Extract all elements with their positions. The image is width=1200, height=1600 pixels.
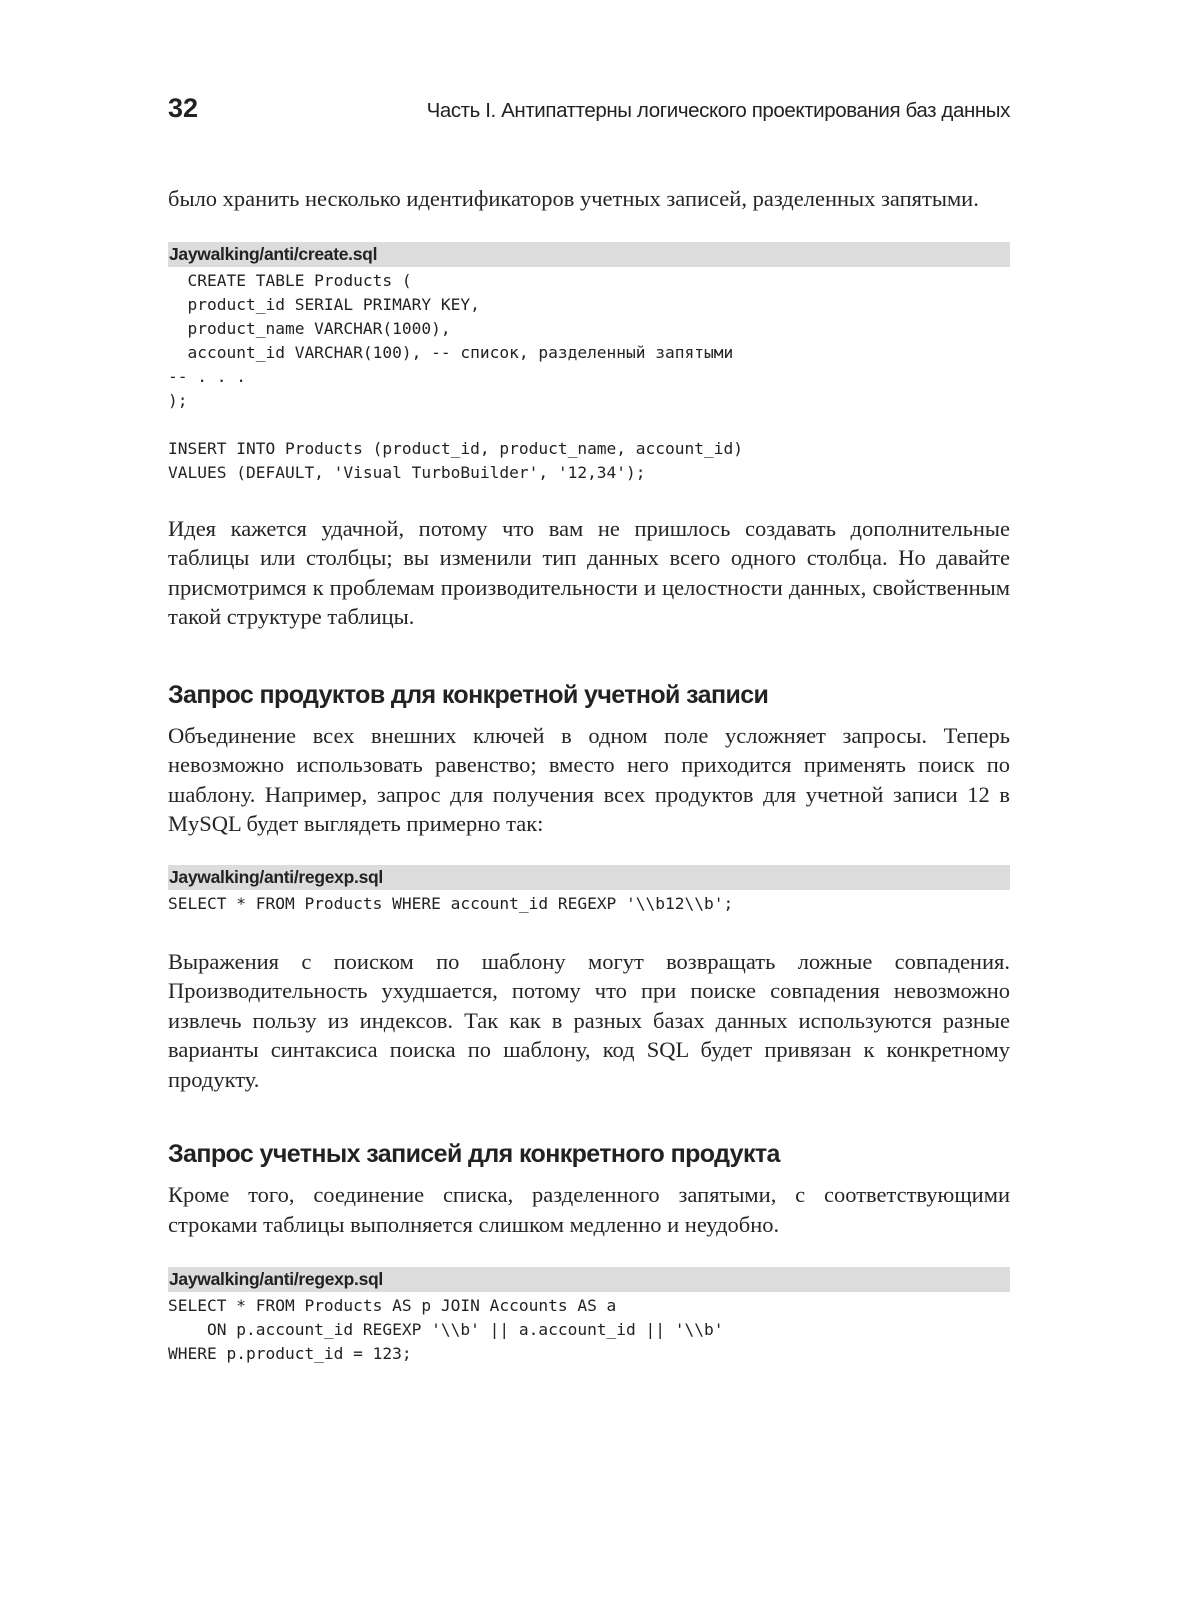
listing-title: Jaywalking/anti/regexp.sql (168, 1267, 1010, 1292)
section-heading-products-query: Запрос продуктов для конкретной учетной записи (168, 680, 769, 709)
listing-title: Jaywalking/anti/regexp.sql (168, 865, 1010, 890)
code-listing-join (168, 1267, 1010, 1366)
section-heading-accounts-query: Запрос учетных записей для конкретного продукта (168, 1140, 780, 1168)
paragraph-3: Объединение всех внешних ключей в одном поле усложняет запросы. Теперь невозможно использовать равенство; вместо него приходится применять поиск по шаблону. Например, запрос для получения всех продуктов для учетной записи 12 в MySQL будет выглядеть примерно так: (168, 722, 1010, 836)
running-title: Часть I. Антипаттерны логического проектирования баз данных (426, 99, 1010, 122)
page-header (168, 93, 1010, 127)
code-listing-regexp (168, 865, 1010, 916)
code-listing-create (168, 242, 1010, 485)
page-content (168, 184, 1010, 1366)
paragraph-5: Кроме того, соединение списка, разделенного запятыми, с соответствующими строками таблицы выполняется слишком медленно и неудобно. (168, 1182, 1010, 1237)
page-number: 32 (168, 93, 199, 123)
paragraph-2: Идея кажется удачной, потому что вам не пришлось создавать дополнительные таблицы или столбцы; вы изменили тип данных всего одного столбца. Но давайте присмотримся к проблемам производительности и целостности данных, свойственным такой структуре таблицы. (168, 515, 1010, 629)
listing-title: Jaywalking/anti/create.sql (168, 242, 1010, 267)
code-block: CREATE TABLE Products ( product_id SERIAL PRIMARY KEY, product_name VARCHAR(1000), account_id VARCHAR(100), -- список, разделенный запятыми -- . . . ); INSERT INTO Products (product_id, product_name, account_id) VALUES (DEFAULT, 'Visual TurboBuilder', '12,34'); (168, 270, 743, 482)
code-block: SELECT * FROM Products AS p JOIN Accounts AS a ON p.account_id REGEXP '\\b' || a.account_id || '\\b' WHERE p.product_id = 123; (168, 1296, 724, 1363)
paragraph-4: Выражения с поиском по шаблону могут возвращать ложные совпадения. Производительность ухудшается, потому что при поиске совпадения невозможно извлечь пользу из индексов. Так как в разных базах данных используются разные варианты синтаксиса поиска по шаблону, код SQL будет привязан к конкретному продукту. (168, 948, 1010, 1092)
paragraph-1: было хранить несколько идентификаторов учетных записей, разделенных запятыми. (168, 186, 979, 211)
code-block: SELECT * FROM Products WHERE account_id REGEXP '\\b12\\b'; (168, 893, 734, 913)
